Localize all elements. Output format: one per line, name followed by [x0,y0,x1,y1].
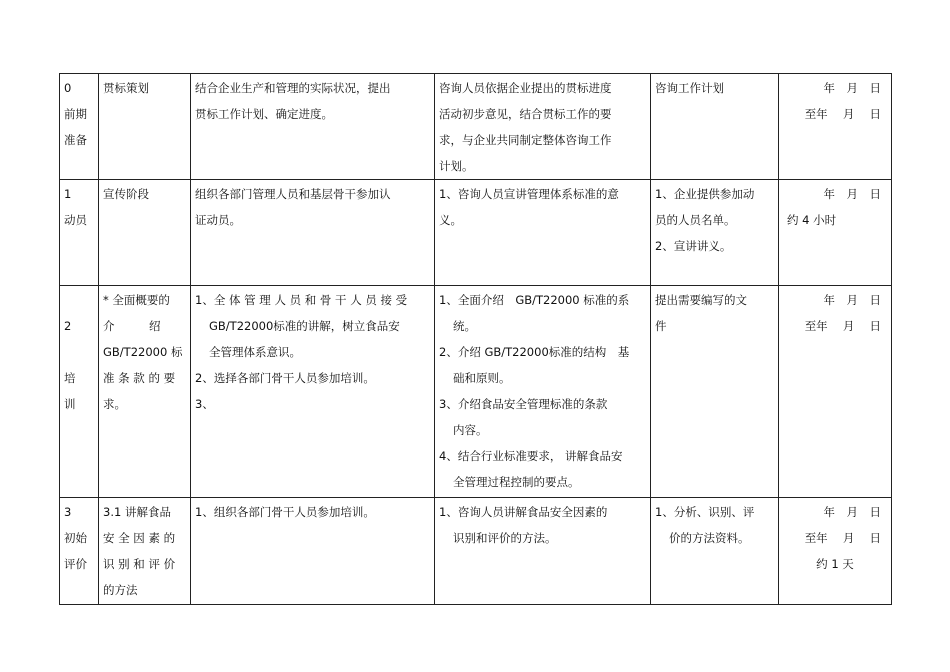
output-line: 提出需要编写的文 [655,293,747,307]
output-cell [651,180,779,286]
output-line: 价的方法资料。 [669,531,750,545]
output-cell [651,74,779,180]
enterprise-task-cell [191,286,435,498]
output-line: 员的人员名单。 [655,213,736,227]
output-cell [651,286,779,498]
consultant-task-line: 3、介绍食品安全管理标准的条款 [439,397,608,411]
consultant-task-line: 统。 [453,319,476,333]
item-line: 3.1 讲解食品 [103,505,171,519]
item-line: 求。 [103,397,126,411]
output-line: 1、分析、识别、评 [655,505,755,519]
item-line: 介 绍 [103,319,161,333]
stage-name-line: 评价 [64,557,87,571]
stage-cell [60,74,99,180]
stage-number: 2 [64,319,72,333]
enterprise-task-line: 3、 [195,397,214,411]
date-line: 至年 月 日 [804,107,881,121]
item-line: 准 条 款 的 要 [103,371,176,385]
consultant-task-line: 活动初步意见，结合贯标工作的要 [439,107,612,121]
table-row [60,286,892,498]
consultant-task-line: 求，与企业共同制定整体咨询工作 [439,133,612,147]
stage-name-line: 训 [64,397,76,411]
item-line: 识 别 和 评 价 [103,557,176,571]
enterprise-task-line: 组织各部门管理人员和基层骨干参加认 [195,187,391,201]
consultant-task-line: 1、咨询人员讲解食品安全因素的 [439,505,608,519]
consultant-task-line: 全管理过程控制的要点。 [453,475,580,489]
output-line: 件 [655,319,667,333]
time-cell [779,180,892,286]
item-cell [99,498,191,605]
consultant-task-line: 内容。 [453,423,488,437]
item-line: * 全面概要的 [103,293,170,307]
stage-name-line: 培 [64,371,76,385]
enterprise-task-cell [191,498,435,605]
enterprise-task-line: 全管理体系意识。 [209,345,301,359]
date-line: 至年 月 日 [804,531,881,545]
consultant-task-cell [435,74,651,180]
consulting-plan-table [59,73,892,605]
time-cell [779,74,892,180]
consultant-task-line: 4、结合行业标准要求， 讲解食品安 [439,449,623,463]
consultant-task-line: 义。 [439,213,462,227]
table-row [60,74,892,180]
item-line: GB/T22000 标 [103,345,183,359]
enterprise-task-line: 结合企业生产和管理的实际状况，提出 [195,81,391,95]
enterprise-task-cell [191,74,435,180]
stage-cell [60,286,99,498]
date-line: 至年 月 日 [804,319,881,333]
stage-name-line: 准备 [64,133,87,147]
stage-name-line: 动员 [64,213,87,227]
enterprise-task-line: GB/T22000标准的讲解，树立食品安 [209,319,400,333]
item-cell [99,180,191,286]
stage-name-line: 前期 [64,107,87,121]
stage-number: 3 [64,505,72,519]
consultant-task-line: 识别和评价的方法。 [453,531,557,545]
enterprise-task-line: 证动员。 [195,213,241,227]
stage-number: 0 [64,81,72,95]
item-text: 宣传阶段 [103,187,149,201]
table-row [60,498,892,605]
item-cell [99,74,191,180]
consultant-task-line: 1、全面介绍 GB/T22000 标准的系 [439,293,630,307]
date-line: 年 月 日 [823,187,881,201]
consultant-task-cell [435,286,651,498]
duration-line: 约 4 小时 [787,213,837,227]
stage-name-line: 初始 [64,531,87,545]
output-line: 2、宣讲讲义。 [655,239,732,253]
date-line: 年 月 日 [823,81,881,95]
consultant-task-line: 咨询人员依据企业提出的贯标进度 [439,81,612,95]
consultant-task-cell [435,498,651,605]
duration-line: 约 1 天 [816,557,854,571]
date-line: 年 月 日 [823,505,881,519]
enterprise-task-line: 1、组织各部门骨干人员参加培训。 [195,505,375,519]
enterprise-task-line: 贯标工作计划、确定进度。 [195,107,333,121]
enterprise-task-line: 1、全 体 管 理 人 员 和 骨 干 人 员 接 受 [195,293,408,307]
item-line: 的方法 [103,583,138,597]
consultant-task-line: 础和原则。 [453,371,511,385]
enterprise-task-cell [191,180,435,286]
stage-spacer [64,287,94,313]
date-line: 年 月 日 [823,293,881,307]
output-line: 1、企业提供参加动 [655,187,755,201]
item-line: 安 全 因 素 的 [103,531,176,545]
table-row [60,180,892,286]
time-cell [779,286,892,498]
consultant-task-cell [435,180,651,286]
stage-spacer [64,339,94,365]
item-cell [99,286,191,498]
stage-cell [60,498,99,605]
enterprise-task-line: 2、选择各部门骨干人员参加培训。 [195,371,375,385]
stage-cell [60,180,99,286]
output-cell [651,498,779,605]
consultant-task-line: 1、咨询人员宣讲管理体系标准的意 [439,187,619,201]
output-line: 咨询工作计划 [655,81,724,95]
consultant-task-line: 计划。 [439,159,474,173]
stage-number: 1 [64,187,72,201]
time-cell [779,498,892,605]
consultant-task-line: 2、介绍 GB/T22000标准的结构 基 [439,345,630,359]
item-text: 贯标策划 [103,81,149,95]
